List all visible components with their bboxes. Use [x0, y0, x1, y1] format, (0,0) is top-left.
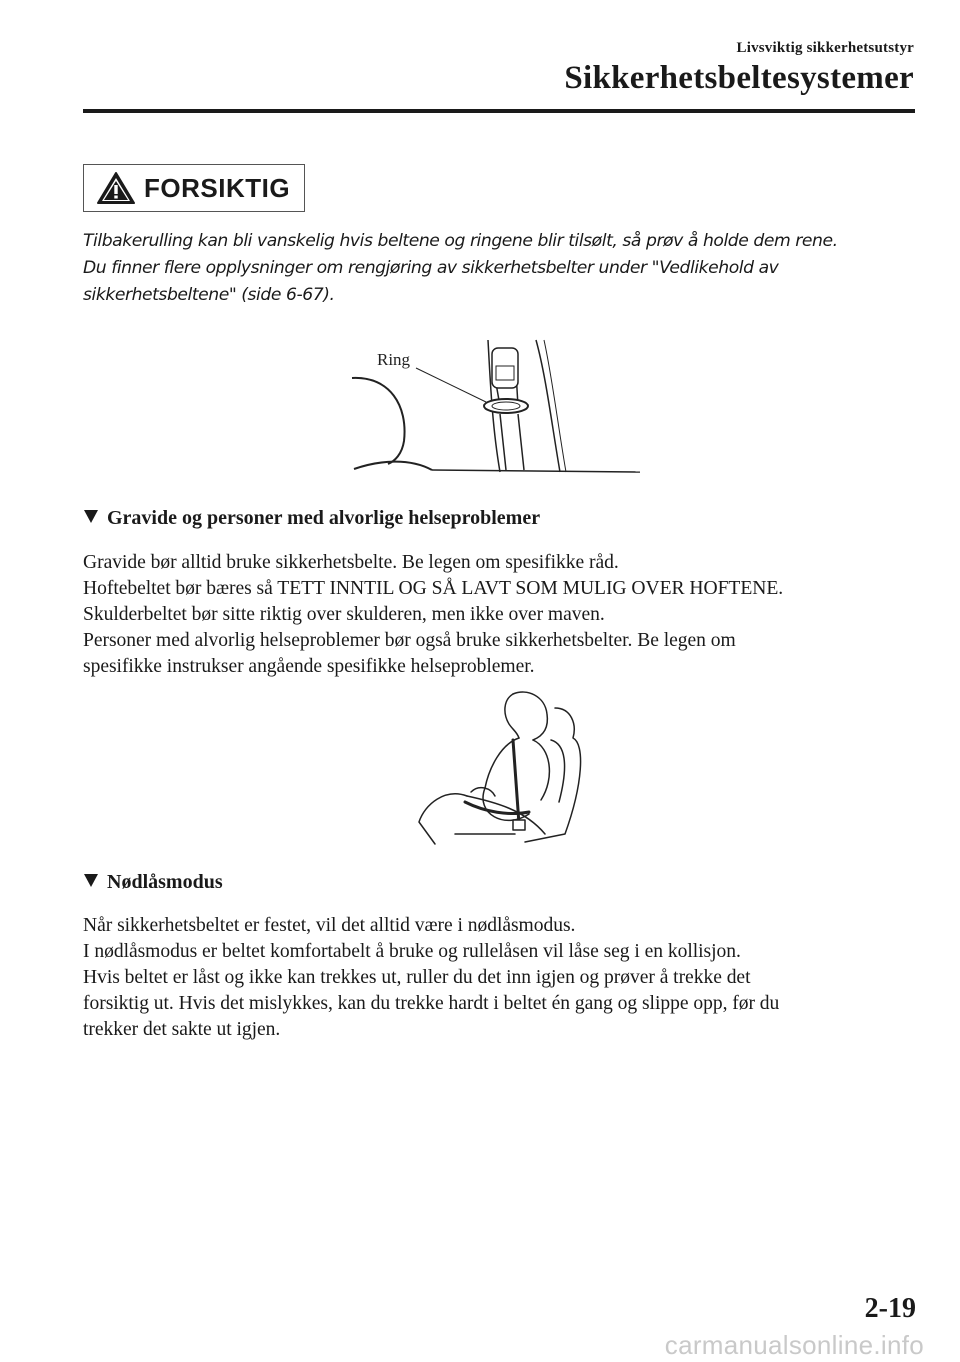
section-name: Livsviktig sikkerhetsutstyr [736, 40, 914, 56]
section-heading-text: Nødlåsmodus [107, 871, 223, 893]
caution-line: Du finner flere opplysninger om rengjøring av sikkerhetsbelter under "Vedlikehold av [83, 258, 779, 278]
ring-illustration [340, 336, 652, 486]
body-line: trekker det sakte ut igjen. [83, 1019, 281, 1040]
body-line: forsiktig ut. Hvis det mislykkes, kan du trekke hardt i beltet én gang og slippe opp, før du [83, 993, 780, 1014]
body-line: Personer med alvorlig helseproblemer bør også bruke sikkerhetsbelter. Be legen om [83, 630, 736, 651]
section-body [83, 913, 923, 1043]
caution-line: Tilbakerulling kan bli vanskelig hvis beltene og ringene blir tilsølt, så prøv å holde dem rene. [83, 231, 838, 251]
triangle-down-icon [83, 507, 99, 530]
watermark: carmanualsonline.info [664, 1330, 924, 1360]
body-line: Hoftebeltet bør bæres så TETT INNTIL OG SÅ LAVT SOM MULIG OVER HOFTENE. [83, 578, 784, 599]
body-line: Når sikkerhetsbeltet er festet, vil det alltid være i nødlåsmodus. [83, 915, 576, 936]
caution-box [83, 164, 305, 212]
caution-line: sikkerhetsbeltene" (side 6-67). [83, 285, 335, 305]
body-line: Skulderbeltet bør sitte riktig over skulderen, men ikke over maven. [83, 604, 605, 625]
section-heading [83, 871, 223, 894]
triangle-down-icon [83, 871, 99, 894]
body-line: I nødlåsmodus er beltet komfortabelt å bruke og rullelåsen vil låse seg i en kollisjon. [83, 941, 741, 962]
body-line: spesifikke instrukser angående spesifikke helseproblemer. [83, 656, 535, 677]
caution-text [83, 228, 923, 309]
header-rule [83, 109, 915, 113]
section-body [83, 550, 923, 680]
body-line: Hvis beltet er låst og ikke kan trekkes ut, ruller du det inn igjen og prøver å trekke det [83, 967, 751, 988]
section-heading-text: Gravide og personer med alvorlige helseproblemer [107, 507, 541, 529]
running-header [737, 40, 915, 57]
page-number: 2-19 [864, 1293, 916, 1324]
caution-label: FORSIKTIG [144, 172, 291, 203]
body-line: Gravide bør alltid bruke sikkerhetsbelte. Be legen om spesifikke råd. [83, 552, 619, 573]
warning-icon [96, 171, 136, 205]
page-title: Sikkerhetsbeltesystemer [564, 60, 914, 96]
ring-label: Ring [377, 350, 411, 369]
pregnant-belt-illustration [405, 684, 585, 849]
section-heading [83, 507, 540, 530]
